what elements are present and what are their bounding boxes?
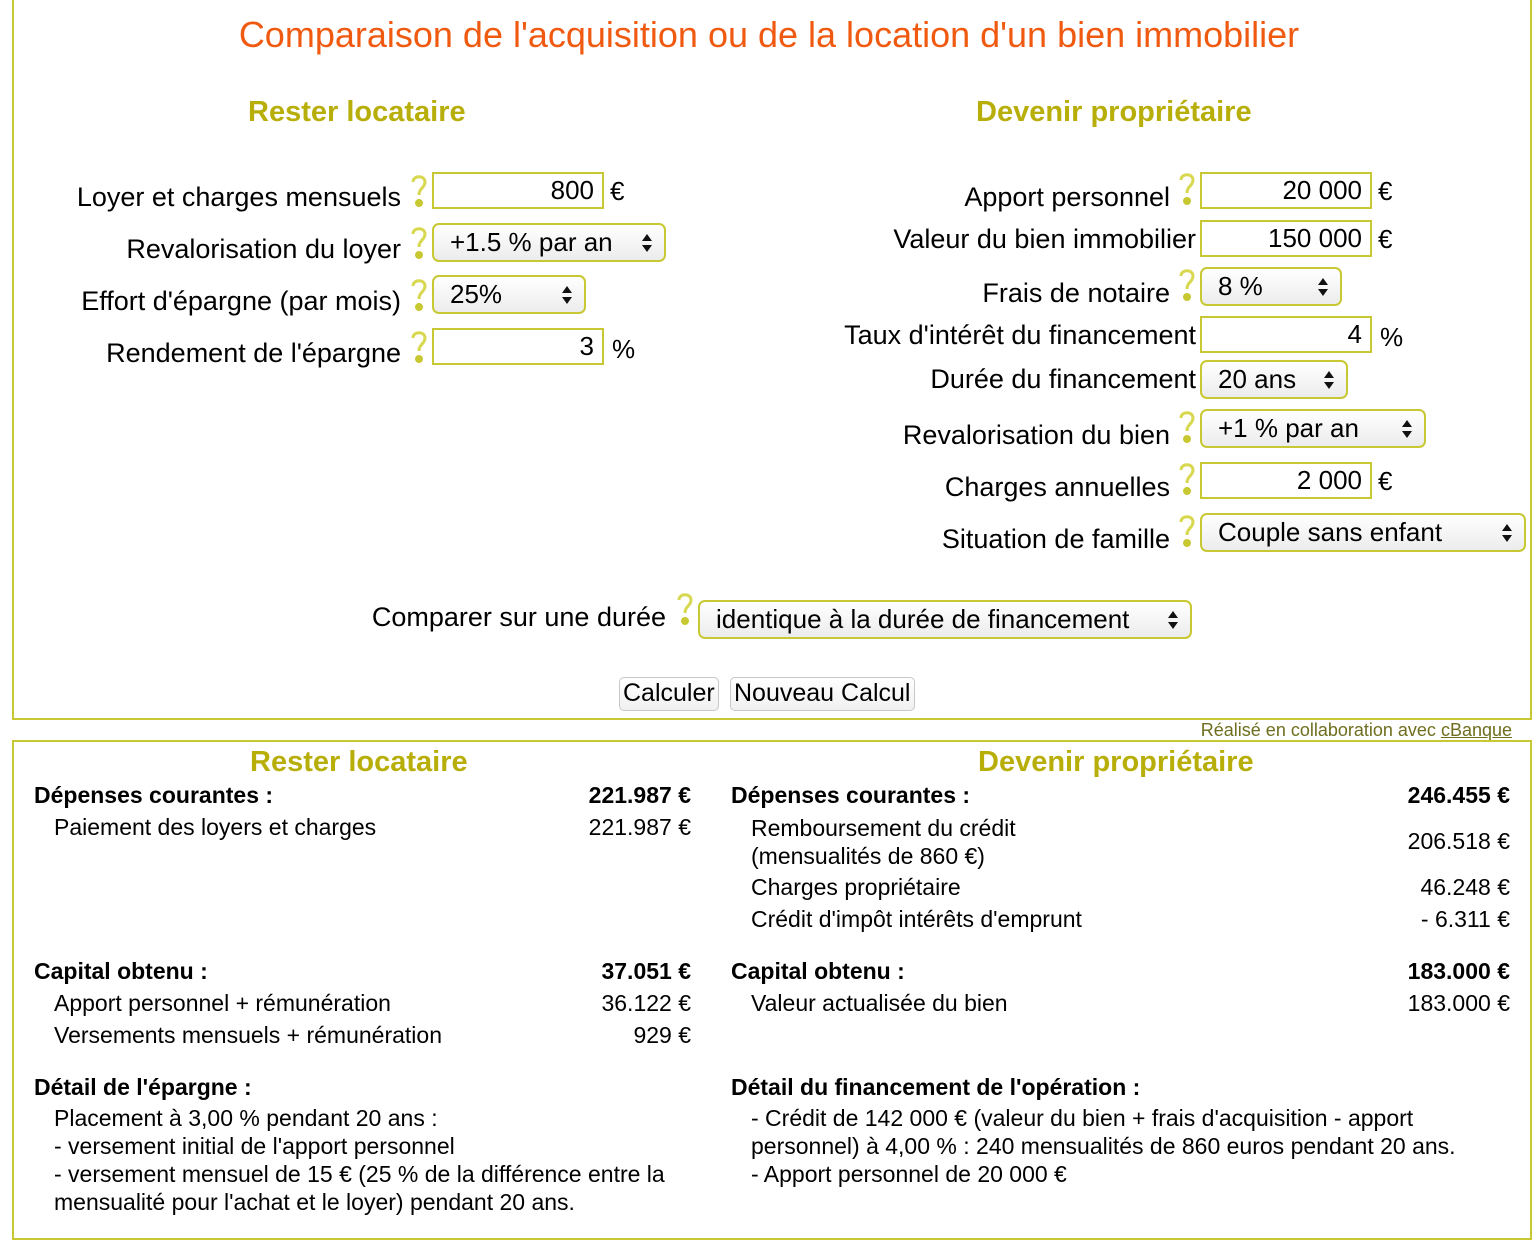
- duree-value: 20 ans: [1218, 364, 1297, 394]
- rent-capital-total: 37.051 €: [601, 958, 691, 984]
- help-icon[interactable]: [408, 276, 430, 310]
- own-depenses-total: 246.455 €: [1407, 782, 1510, 808]
- apport-input[interactable]: 20 000: [1200, 172, 1372, 209]
- detail-line: - versement mensuel de 15 € (25 % de la différence entre la: [54, 1161, 665, 1187]
- detail-line: Placement à 3,00 % pendant 20 ans :: [54, 1105, 438, 1131]
- help-icon[interactable]: [408, 328, 430, 362]
- compare-value: identique à la durée de financement: [716, 604, 1130, 634]
- revalbien-value: +1 % par an: [1218, 413, 1359, 443]
- rendement-label: Rendement de l'épargne: [106, 338, 401, 368]
- own-charges-value: 46.248 €: [1420, 874, 1510, 900]
- rent-depenses-total: 221.987 €: [588, 782, 691, 808]
- rendement-input[interactable]: 3: [432, 328, 604, 365]
- rent-loyers-label: Paiement des loyers et charges: [54, 814, 377, 840]
- effort-label: Effort d'épargne (par mois): [81, 286, 401, 316]
- notaire-select[interactable]: [1200, 267, 1342, 306]
- notaire-label: Frais de notaire: [982, 278, 1170, 308]
- rent-capital-label: Capital obtenu :: [34, 958, 208, 984]
- help-icon[interactable]: [674, 590, 696, 624]
- famille-label: Situation de famille: [941, 524, 1170, 554]
- rent-loyers-value: 221.987 €: [588, 814, 691, 840]
- effort-select[interactable]: [432, 275, 586, 314]
- famille-value: Couple sans enfant: [1218, 517, 1443, 547]
- loyer-label: Loyer et charges mensuels: [76, 182, 401, 212]
- help-icon[interactable]: [1176, 408, 1198, 442]
- reval-loyer-label: Revalorisation du loyer: [126, 234, 401, 264]
- rent-heading: Rester locataire: [248, 96, 466, 128]
- own-capital-total: 183.000 €: [1407, 958, 1510, 984]
- compare-select[interactable]: [698, 600, 1192, 639]
- credit-line: [1201, 720, 1512, 741]
- reval-loyer-select[interactable]: [432, 223, 666, 262]
- credit-text: Réalisé en collaboration avec: [1200, 720, 1441, 740]
- famille-select[interactable]: [1200, 513, 1526, 552]
- euro-unit: €: [1378, 176, 1393, 206]
- duree-select[interactable]: [1200, 360, 1348, 399]
- valeur-label: Valeur du bien immobilier: [893, 224, 1196, 254]
- cbanque-link[interactable]: cBanque: [1440, 720, 1512, 740]
- results-rent-heading: Rester locataire: [250, 746, 468, 778]
- loyer-input[interactable]: 800: [432, 172, 604, 209]
- rent-detail-text: [54, 1104, 704, 1216]
- own-depenses-label: Dépenses courantes :: [731, 782, 971, 808]
- help-icon[interactable]: [1176, 170, 1198, 204]
- own-impot-value: - 6.311 €: [1420, 906, 1510, 932]
- remb-line: (mensualités de 860 €): [751, 843, 985, 869]
- remb-line: Remboursement du crédit: [751, 815, 1016, 841]
- help-icon[interactable]: [408, 172, 430, 206]
- select-arrows-icon: [1500, 521, 1514, 545]
- own-remb-value: 206.518 €: [1407, 828, 1510, 854]
- revalbien-label: Revalorisation du bien: [902, 420, 1170, 450]
- own-heading: Devenir propriétaire: [976, 96, 1252, 128]
- help-icon[interactable]: [1176, 266, 1198, 300]
- own-charges-label: Charges propriétaire: [751, 874, 961, 900]
- euro-unit: €: [1378, 466, 1393, 496]
- rent-detail-label: Détail de l'épargne :: [34, 1074, 252, 1100]
- rent-versements-label: Versements mensuels + rémunération: [54, 1022, 443, 1048]
- compare-label: Comparer sur une durée: [371, 602, 666, 632]
- own-valeur-value: 183.000 €: [1407, 990, 1510, 1016]
- charges-input[interactable]: 2 000: [1200, 462, 1372, 499]
- select-arrows-icon: [1400, 417, 1414, 441]
- detail-line: personnel) à 4,00 % : 240 mensualités de 860 euros pendant 20 ans.: [751, 1133, 1456, 1159]
- own-capital-label: Capital obtenu :: [731, 958, 905, 984]
- notaire-value: 8 %: [1218, 271, 1263, 301]
- detail-line: mensualité pour l'achat et le loyer) pendant 20 ans.: [54, 1189, 575, 1215]
- help-icon[interactable]: [408, 224, 430, 258]
- duree-label: Durée du financement: [930, 364, 1196, 394]
- euro-unit: €: [1378, 224, 1393, 254]
- own-valeur-label: Valeur actualisée du bien: [751, 990, 1008, 1016]
- help-icon[interactable]: [1176, 460, 1198, 494]
- rent-versements-value: 929 €: [633, 1022, 691, 1048]
- taux-input[interactable]: 4: [1200, 316, 1372, 353]
- effort-value: 25%: [450, 279, 503, 309]
- euro-unit: €: [610, 176, 625, 206]
- select-arrows-icon: [1316, 275, 1330, 299]
- rent-apport-value: 36.122 €: [601, 990, 691, 1016]
- rent-depenses-label: Dépenses courantes :: [34, 782, 274, 808]
- charges-label: Charges annuelles: [944, 472, 1170, 502]
- detail-line: - Apport personnel de 20 000 €: [751, 1161, 1067, 1187]
- valeur-input[interactable]: 150 000: [1200, 220, 1372, 257]
- percent-unit: %: [1380, 322, 1404, 352]
- apport-label: Apport personnel: [964, 182, 1170, 212]
- select-arrows-icon: [1322, 368, 1336, 392]
- revalbien-select[interactable]: [1200, 409, 1426, 448]
- reval-loyer-value: +1.5 % par an: [450, 227, 613, 257]
- select-arrows-icon: [560, 283, 574, 307]
- detail-line: - versement initial de l'apport personnel: [54, 1133, 455, 1159]
- select-arrows-icon: [1166, 608, 1180, 632]
- own-remb-label: [751, 814, 1016, 870]
- taux-label: Taux d'intérêt du financement: [844, 320, 1196, 350]
- own-detail-label: Détail du financement de l'opération :: [731, 1074, 1141, 1100]
- results-own-heading: Devenir propriétaire: [978, 746, 1254, 778]
- select-arrows-icon: [640, 231, 654, 255]
- own-impot-label: Crédit d'impôt intérêts d'emprunt: [751, 906, 1082, 932]
- rent-apport-label: Apport personnel + rémunération: [54, 990, 391, 1016]
- percent-unit: %: [612, 334, 636, 364]
- own-detail-text: [751, 1104, 1511, 1188]
- page-title: Comparaison de l'acquisition ou de la location d'un bien immobilier: [238, 14, 1300, 55]
- nouveau-calcul-button[interactable]: Nouveau Calcul: [730, 677, 915, 711]
- detail-line: - Crédit de 142 000 € (valeur du bien + frais d'acquisition - apport: [751, 1105, 1414, 1131]
- help-icon[interactable]: [1176, 512, 1198, 546]
- calculer-button[interactable]: Calculer: [619, 677, 719, 711]
